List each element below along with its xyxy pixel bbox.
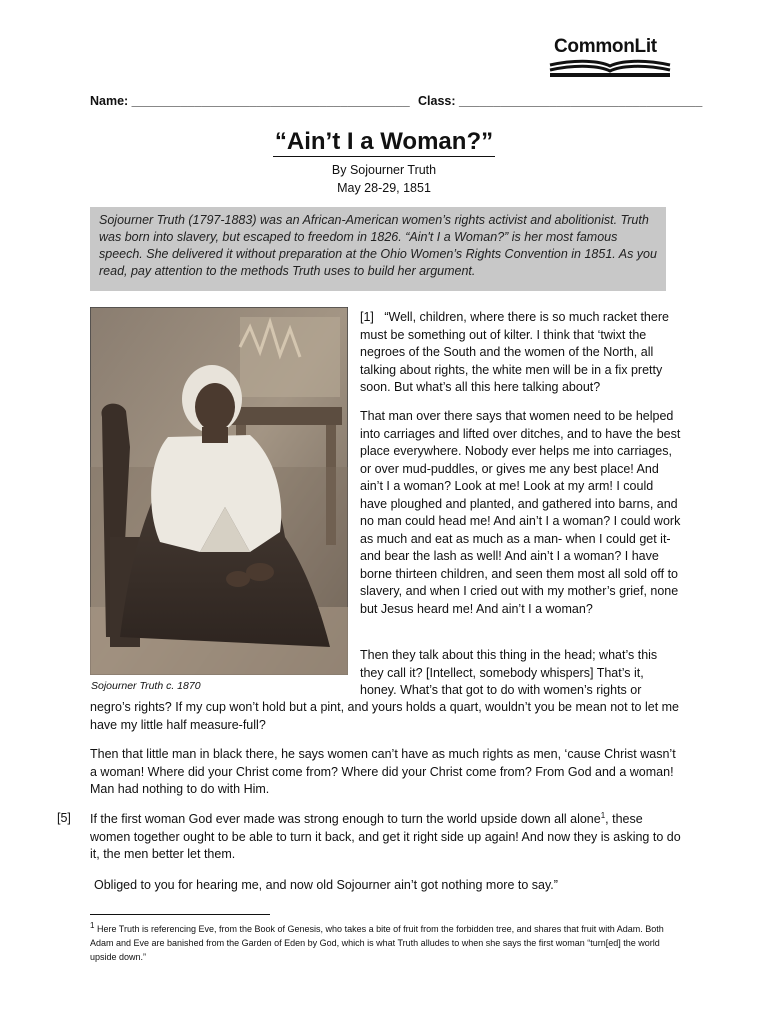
paragraph-2: That man over there says that women need to be helped into carriages and lifted over ditches, and to have the best place everywhere. Nobody ever helps me into carriages, or over mud-puddles, or gives me any best place! And ain’t I a woman? Look at me! Look at my arm! I could have ploughed and planted, and gathered into barns, and no man could head me! And ain’t I a woman? I could work as much and eat as much as a man- when I could get it- and bear the lash as well! And ain’t I a woman? I have borne thirteen children, and seen them most all sold off to slavery, and when I cried out with my mother’s grief, none but Jesus heard me! And ain’t I a woman? (360, 409, 681, 616)
paragraph-text: “Well, children, where there is so much racket there must be something out of kilter. I think that ‘twixt the negroes of the South and the women of the North, all talking about rights, the white men will be in a fix pretty soon. But what’s all this here talking about? (360, 310, 669, 394)
footnote-divider (90, 914, 270, 915)
paragraph-4: Then that little man in black there, he says women can’t have as much rights as men, ‘cause Christ wasn’t a woman! Where did your Christ come from? Where did your Christ come from? From God and a woman! Man had nothing to do with Him. (90, 747, 676, 796)
date-line: May 28-29, 1851 (337, 181, 431, 195)
paragraph-number: [1] (360, 310, 374, 324)
paragraph-text: If the first woman God ever made was strong enough to turn the world upside down all alone (90, 812, 601, 826)
document-title: “Ain’t I a Woman?” (274, 128, 494, 155)
class-field[interactable]: Class: ___________________________________ (418, 94, 703, 108)
intro-box: Sojourner Truth (1797-1883) was an African-American women’s rights activist and abolitionist. Truth was born into slavery, but escaped to freedom in 1826. “Ain't I a Woman?” is her most famous speech. She delivered it without preparation at the Ohio Women’s Rights Convention in 1851. As you read, pay attention to the methods Truth uses to build her argument. (90, 207, 666, 291)
name-field[interactable]: Name: ________________________________________ (90, 94, 410, 108)
paragraph-6: Obliged to you for hearing me, and now old Sojourner ain’t got nothing more to say.” (94, 878, 558, 892)
paragraph-number-5: [5] (57, 811, 71, 825)
paragraph-1 (360, 309, 682, 397)
paragraph-text-continued: , these women together ought to be able to turn it back, and get it right side up again! And now they is asking to do it, the men better let them. (90, 812, 681, 861)
sojourner-truth-photo (90, 307, 348, 675)
paragraph-3-start: Then they talk about this thing in the head; what’s this they call it? [Intellect, somebody whispers] That’s it, honey. What’s that got to do with women’s rights or (360, 648, 658, 697)
photo-caption: Sojourner Truth c. 1870 (91, 680, 201, 692)
paragraph-3-rest: negro’s rights? If my cup won’t hold but a pint, and yours holds a quart, wouldn’t you be mean not to let me have my little half measure-full? (90, 700, 680, 732)
brand-logo-text: CommonLit (554, 36, 657, 57)
author-line: By Sojourner Truth (331, 163, 437, 177)
document-title-wrap (0, 128, 768, 156)
footnote-number: 1 (90, 921, 95, 930)
book-logo-icon (548, 58, 672, 80)
footnote (90, 922, 684, 964)
footnote-marker[interactable]: 1 (600, 810, 606, 820)
paragraph-5 (90, 811, 682, 864)
footnote-text: Here Truth is referencing Eve, from the Book of Genesis, who takes a bite of fruit from the forbidden tree, and shares that fruit with Adam. Both Adam and Eve are banished from the Garden of Eden by God, which is what Truth alludes to when she says the first woman “turn[ed] the world upside down.” (90, 924, 664, 962)
